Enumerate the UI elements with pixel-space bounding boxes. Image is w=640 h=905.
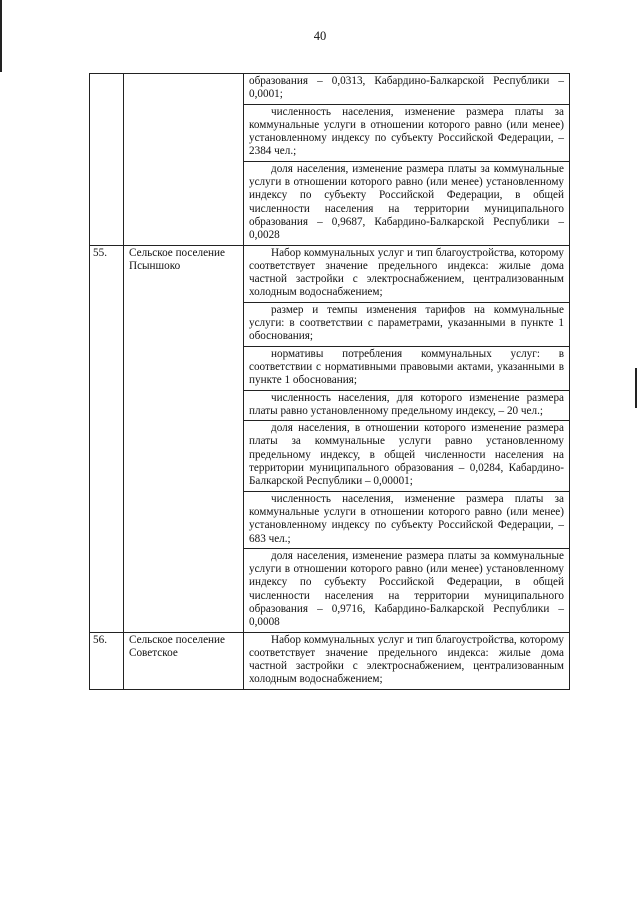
description-cell bbox=[244, 632, 570, 689]
description-cell bbox=[244, 74, 570, 246]
description-paragraph: нормативы потребления коммунальных услуг: в соответствии с нормативными правовыми актами, указанными в пункте 1 обоснования; bbox=[244, 346, 569, 390]
scan-edge-mark-right bbox=[635, 368, 637, 408]
table-row bbox=[90, 245, 570, 632]
description-paragraph: доля населения, изменение размера платы за коммунальные услуги в отношении которого равно (или менее) установленному индексу по субъекту Российской Федерации, в общей численности населения на территории муниципального образования – 0,9716, Кабардино-Балкарской Республики – 0,0008 bbox=[244, 548, 569, 632]
page-number: 40 bbox=[313, 29, 327, 43]
table-row bbox=[90, 74, 570, 246]
row-number bbox=[90, 74, 124, 246]
row-number: 55. bbox=[90, 245, 124, 632]
description-paragraph: численность населения, изменение размера платы за коммунальные услуги в отношении которого равно (или менее) установленному индексу по субъекту Российской Федерации, – 683 чел.; bbox=[244, 491, 569, 548]
description-paragraph: численность населения, для которого изменение размера платы равно установленному предельному индексу, – 20 чел.; bbox=[244, 390, 569, 421]
scan-edge-mark-top bbox=[0, 0, 2, 72]
index-table bbox=[89, 73, 570, 690]
description-paragraph: доля населения, изменение размера платы за коммунальные услуги в отношении которого равно (или менее) установленному индексу по субъекту Российской Федерации, в общей численности населения на территории муниципального образования – 0,9687, Кабардино-Балкарской Республики – 0,0028 bbox=[244, 161, 569, 245]
description-paragraph: доля населения, в отношении которого изменение размера платы за коммунальные услуги равно установленному предельному индексу, в общей численности населения на территории муниципального образования – 0,0284, Кабардино-Балкарской Республики – 0,00001; bbox=[244, 420, 569, 490]
description-paragraph: численность населения, изменение размера платы за коммунальные услуги в отношении которого равно (или менее) установленному индексу по субъекту Российской Федерации, – 2384 чел.; bbox=[244, 104, 569, 161]
description-paragraph: размер и темпы изменения тарифов на коммунальные услуги: в соответствии с параметрами, указанными в пункте 1 обоснования; bbox=[244, 302, 569, 346]
description-paragraph: Набор коммунальных услуг и тип благоустройства, которому соответствует значение предельного индекса: жилые дома частной застройки с электроснабжением, централизованным холодным водоснабжением; bbox=[249, 246, 564, 299]
settlement-name: Сельское поселение Псыншоко bbox=[124, 245, 244, 632]
table-row bbox=[90, 632, 570, 689]
settlement-name bbox=[124, 74, 244, 246]
description-paragraph: образования – 0,0313, Кабардино-Балкарской Республики – 0,0001; bbox=[249, 75, 564, 101]
settlement-name: Сельское поселение Советское bbox=[124, 632, 244, 689]
description-paragraph: Набор коммунальных услуг и тип благоустройства, которому соответствует значение предельного индекса: жилые дома частной застройки с электроснабжением, централизованным холодным водоснабжением; bbox=[249, 633, 564, 686]
description-cell bbox=[244, 245, 570, 632]
row-number: 56. bbox=[90, 632, 124, 689]
